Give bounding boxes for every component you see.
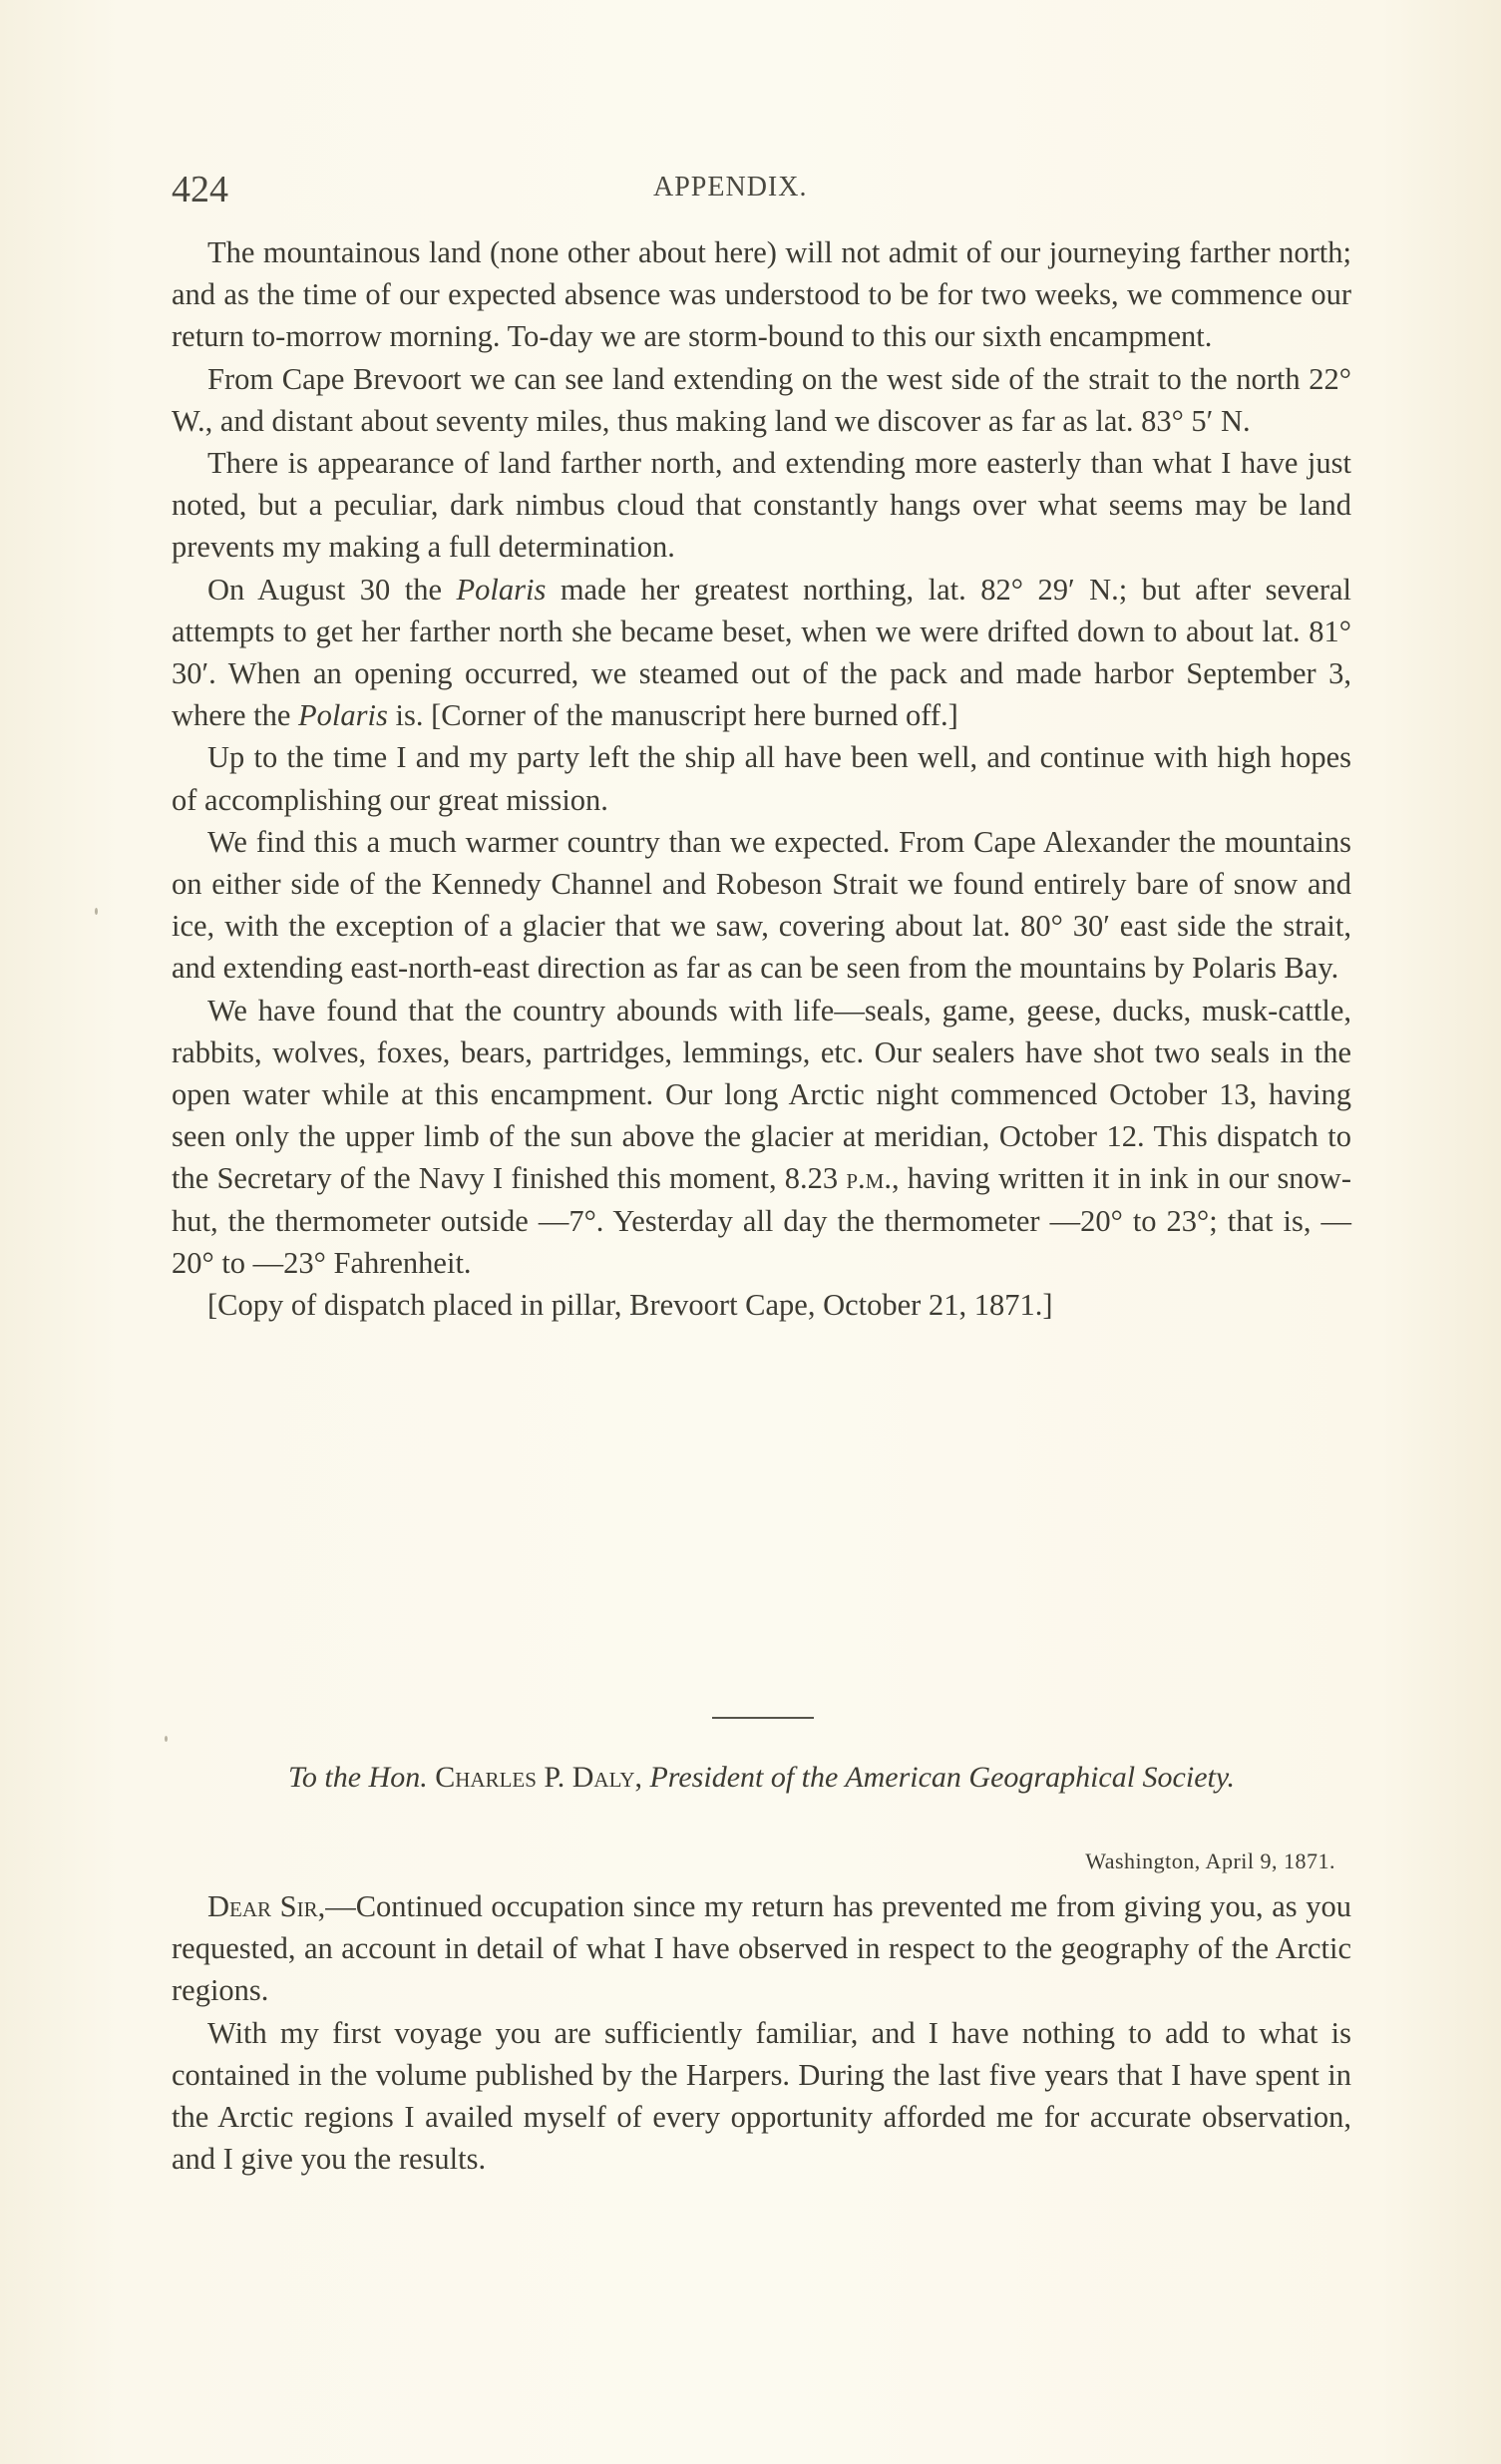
paragraph: The mountainous land (none other about here) will not admit of our journeying farther north; and as the time of our expected absence was understood to be for two weeks, we commence our return to-morrow morning. To-day we are storm-bound to this our sixth encampment. (172, 235, 1351, 354)
running-title: APPENDIX. (653, 172, 808, 203)
text-run: We have found that the country abounds with life—seals, game, geese, ducks, musk-cattle, rabbits, wolves, foxes, bears, partridges, lemmings, etc. Our sealers have shot two seals in the open water while at this encampment. Our long Arctic night commenced October 13, having seen only the upper limb of the sun above the glacier at meridian, October 12. This dispatch to the Secretary of the Navy I finished this moment, 8.23 (172, 993, 1351, 1196)
paragraph: With my first voyage you are sufficiently familiar, and I have nothing to add to what is contained in the volume published by the Harpers. During the last five years that I have spent in the Arctic regions I availed myself of every opportunity afforded me for accurate observation, and I give you the results. (172, 2015, 1351, 2177)
paragraph: We find this a much warmer country than we expected. From Cape Alexander the mountains on either side of the Kennedy Channel and Robeson Strait we found entirely bare of snow and ice, with the exception of a glacier that we saw, covering about lat. 80° 30′ east side the strait, and extending east-north-east direction as far as can be seen from the mountains by Polaris Bay. (172, 824, 1351, 986)
letter-address: To the Hon. Charles P. Daly, President of the American Geographical Society. (287, 1761, 1236, 1794)
editorial-note: [Copy of dispatch placed in pillar, Brevoort Cape, October 21, 1871.] (207, 1288, 1053, 1323)
running-head (172, 168, 1351, 211)
page-number: 424 (172, 169, 228, 210)
paragraph (172, 569, 1351, 737)
text-run: is. [Corner of the manuscript here burned off.] (387, 698, 958, 733)
paragraph: There is appearance of land farther north, and extending more easterly than what I have just noted, but a peculiar, dark nimbus cloud that constantly hangs over what seems may be land prevents my making a full determination. (172, 446, 1351, 565)
ship-name: Polaris (456, 572, 547, 607)
section-divider (712, 1717, 814, 1719)
paragraph (172, 1885, 1351, 2012)
dispatch-text (172, 231, 1351, 1326)
ship-name: Polaris (298, 698, 388, 733)
text-run: On August 30 the (207, 572, 457, 607)
letter-text (172, 1885, 1351, 2180)
salutation-to: To the Hon. (287, 1761, 428, 1794)
text-run: made her greatest northing, lat. 82° 29′ N.; but after several attempts to get her farther north she became beset, when we were drifted down to about lat. 81° 30′. When an opening occurred, we steamed out of the pack and made harbor September 3, where the (172, 572, 1351, 733)
place-date: Washington, April 9, 1871. (1085, 1848, 1335, 1873)
salutation: Dear Sir, (207, 1889, 326, 1923)
paper-speck (95, 908, 98, 915)
recipient-name: Charles P. Daly (435, 1761, 635, 1794)
recipient-title: President of the American Geographical Society. (649, 1761, 1236, 1794)
paragraph: From Cape Brevoort we can see land extending on the west side of the strait to the north 22° W., and distant about seventy miles, thus making land we discover as far as lat. 83° 5′ N. (172, 361, 1351, 438)
paper-speck (165, 1736, 168, 1742)
time-abbrev: p.m. (846, 1161, 892, 1196)
text-run: , having written it in ink in our snow-hut, the thermometer outside —7°. Yesterday all day the thermometer —20° to 23°; that is, —20° to —23° Fahrenheit. (172, 1161, 1351, 1280)
paragraph (172, 990, 1351, 1284)
text-run: —Continued occupation since my return has prevented me from giving you, as you requested, an account in detail of what I have observed in respect to the geography of the Arctic regions. (172, 1889, 1351, 2008)
paragraph: Up to the time I and my party left the ship all have been well, and continue with high hopes of accomplishing our great mission. (172, 740, 1351, 817)
